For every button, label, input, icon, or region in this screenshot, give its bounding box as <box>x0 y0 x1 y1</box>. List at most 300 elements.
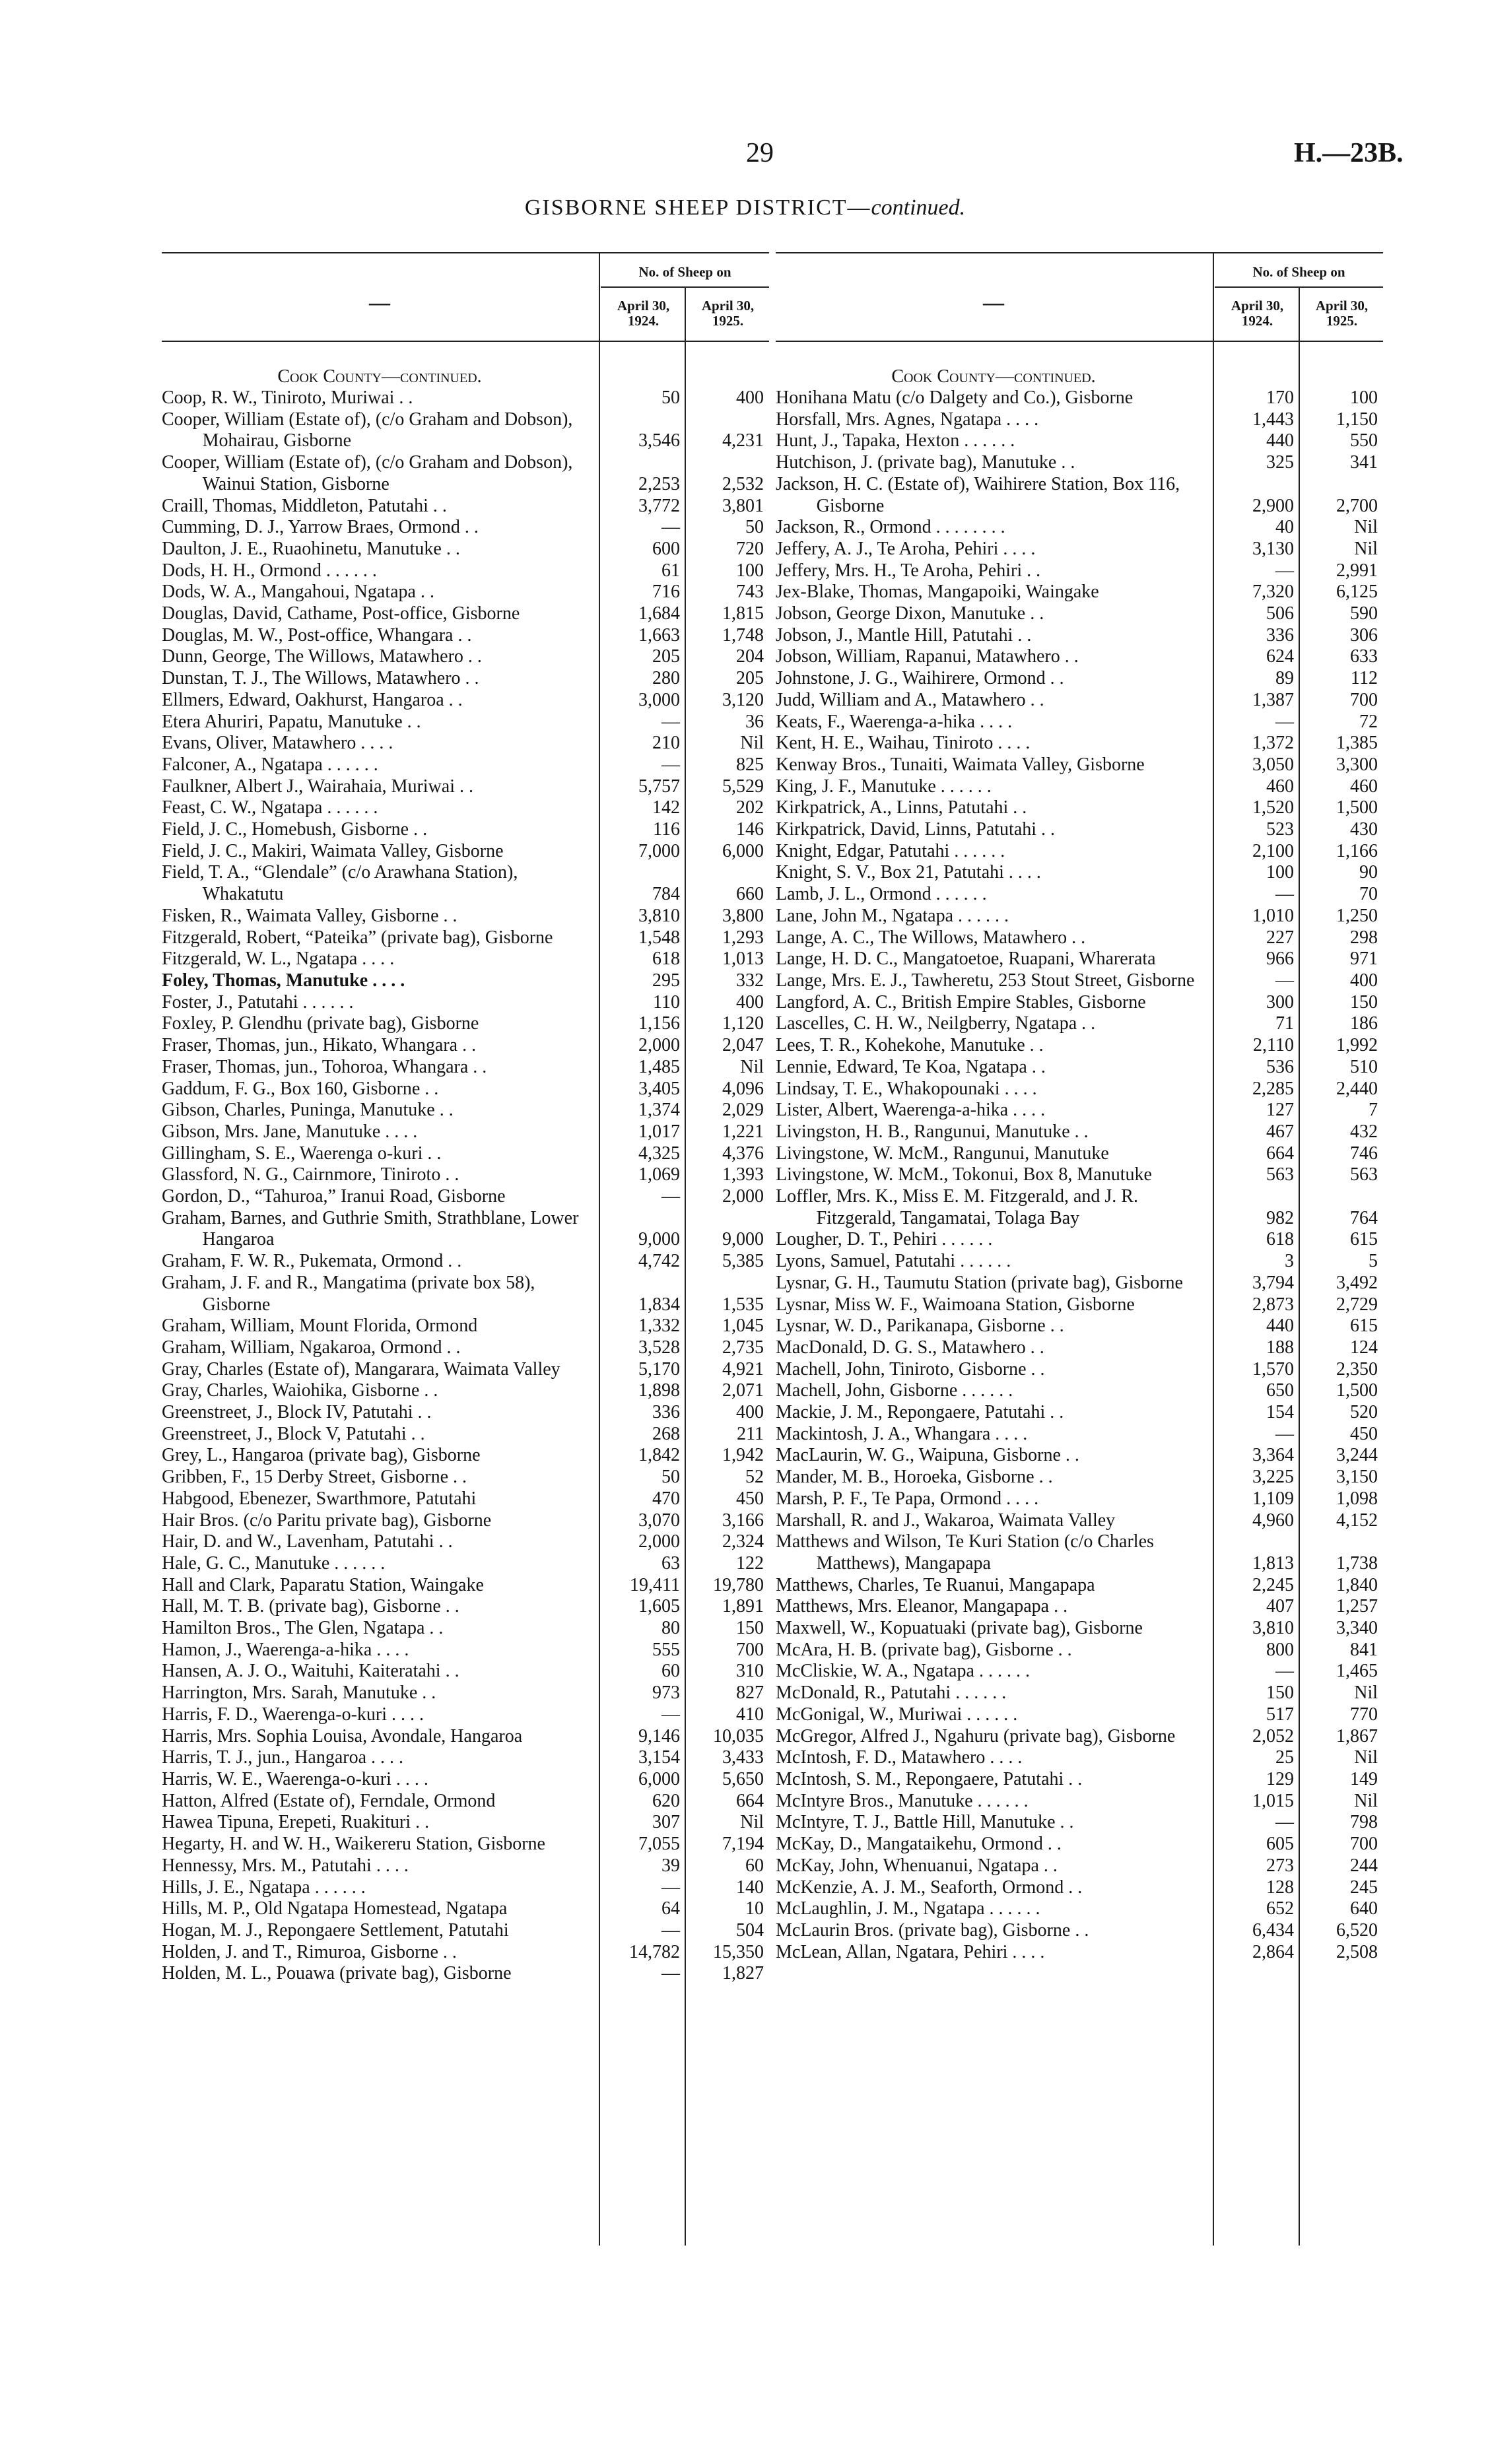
sheep-1924: 973 <box>652 1682 680 1704</box>
holder-name: Knight, Edgar, Patutahi . . . . . . <box>776 840 1005 861</box>
holder-name: Hale, G. C., Manutuke . . . . . . <box>162 1552 386 1574</box>
document-title-continued: continued. <box>871 195 966 220</box>
table-row <box>162 517 769 539</box>
table-row <box>776 646 1383 668</box>
holder-name: Machell, John, Gisborne . . . . . . <box>776 1380 1013 1401</box>
holder-name: McLean, Allan, Ngatara, Pehiri . . . . <box>776 1941 1045 1962</box>
holder-name: McLaughlin, J. M., Ngatapa . . . . . . <box>776 1898 1040 1919</box>
table-row <box>776 1445 1383 1467</box>
sheep-1925: 150 <box>736 1618 764 1639</box>
holder-name: Lysnar, Miss W. F., Waimoana Station, Gisborne <box>776 1294 1135 1315</box>
sheep-1925: 400 <box>736 387 764 408</box>
holder-name: Gibson, Mrs. Jane, Manutuke . . . . <box>162 1121 418 1142</box>
sheep-1924: 4,742 <box>638 1251 680 1272</box>
sheep-1924: 205 <box>652 646 680 667</box>
sheep-1924: 1,332 <box>638 1315 680 1337</box>
sheep-1924: 1,485 <box>638 1056 680 1077</box>
table-top-rule <box>776 252 1383 253</box>
holder-name: Hutchison, J. (private bag), Manutuke . . <box>776 452 1075 473</box>
holder-name: Hunt, J., Tapaka, Hexton . . . . . . <box>776 430 1015 451</box>
header-bottom-rule <box>776 341 1383 342</box>
holder-name: Lyons, Samuel, Patutahi . . . . . . <box>776 1251 1011 1272</box>
holder-name: Hawea Tipuna, Erepeti, Ruakituri . . <box>162 1812 430 1833</box>
holder-name: Etera Ahuriri, Papatu, Manutuke . . <box>162 711 421 732</box>
sheep-1924: 3,364 <box>1252 1445 1294 1466</box>
holder-name: MacLaurin, W. G., Waipuna, Gisborne . . <box>776 1445 1079 1466</box>
table-row <box>162 733 769 754</box>
sheep-1924: 2,285 <box>1252 1078 1294 1099</box>
sheep-1925: 6,000 <box>722 840 764 861</box>
sheep-1924: 460 <box>1266 776 1294 797</box>
sheep-1924: 100 <box>1266 862 1294 883</box>
sheep-1924: — <box>661 1877 680 1898</box>
holder-name: Lougher, D. T., Pehiri . . . . . . <box>776 1229 993 1250</box>
sheep-1925: 1,150 <box>1336 409 1378 430</box>
holder-name: Harris, Mrs. Sophia Louisa, Avondale, Hangaroa <box>162 1725 523 1747</box>
sheep-1924: 440 <box>1266 1315 1294 1337</box>
sheep-1925: 432 <box>1350 1121 1378 1142</box>
sheep-1924: 60 <box>661 1661 680 1682</box>
holder-name: Hatton, Alfred (Estate of), Ferndale, Ormond <box>162 1790 496 1811</box>
sheep-1925: 1,045 <box>722 1315 764 1337</box>
holder-name: Harris, F. D., Waerenga-o-kuri . . . . <box>162 1704 424 1725</box>
sheep-1925: 700 <box>736 1639 764 1660</box>
table-row <box>162 1079 769 1100</box>
sheep-1925: 3,300 <box>1336 754 1378 775</box>
sheep-1925: Nil <box>740 733 764 754</box>
holder-name: Grey, L., Hangaroa (private bag), Gisborne <box>162 1445 481 1466</box>
table-row <box>776 1812 1383 1834</box>
holder-name: Dunstan, T. J., The Willows, Matawhero . . <box>162 668 479 689</box>
table-row <box>776 668 1383 690</box>
sheep-1925: 640 <box>1350 1898 1378 1919</box>
sheep-1924: 61 <box>661 560 680 581</box>
table-row <box>776 797 1383 819</box>
holder-name: Kirkpatrick, A., Linns, Patutahi . . <box>776 797 1027 818</box>
holder-name: McAra, H. B. (private bag), Gisborne . . <box>776 1639 1072 1660</box>
table-row <box>162 1208 769 1251</box>
table-row <box>162 1359 769 1381</box>
table-row <box>162 1769 769 1791</box>
sheep-1925: 1,500 <box>1336 797 1378 818</box>
sheep-1925: 310 <box>736 1661 764 1682</box>
sheep-1924: 9,000 <box>638 1229 680 1250</box>
table-row <box>776 582 1383 603</box>
sheep-1925: 563 <box>1350 1164 1378 1185</box>
sheep-1924: 3,000 <box>638 689 680 710</box>
sheep-1925: 4,231 <box>722 430 764 451</box>
holder-name: Hall, M. T. B. (private bag), Gisborne . . <box>162 1596 459 1617</box>
sheep-1925: 1,221 <box>722 1121 764 1142</box>
sheep-1924: 39 <box>661 1855 680 1876</box>
table-row <box>776 1186 1383 1229</box>
sheep-1924: 800 <box>1266 1639 1294 1660</box>
sheep-1925: 244 <box>1350 1855 1378 1876</box>
sheep-1925: 510 <box>1350 1056 1378 1077</box>
sheep-1924: 716 <box>652 582 680 603</box>
sheep-1924: 6,000 <box>638 1769 680 1789</box>
sheep-1924: — <box>661 1186 680 1207</box>
sheep-1925: 1,840 <box>1336 1574 1378 1595</box>
holder-name: Lysnar, W. D., Parikanapa, Gisborne . . <box>776 1315 1064 1337</box>
table-row <box>162 1640 769 1661</box>
holder-name: Graham, J. F. and R., Mangatima (private box 58), Gisborne <box>162 1272 535 1315</box>
sheep-1925: 1,827 <box>722 1963 764 1984</box>
table-row <box>776 539 1383 560</box>
table-row <box>776 776 1383 798</box>
sheep-1925: 841 <box>1350 1639 1378 1660</box>
table-row <box>776 1791 1383 1813</box>
sheep-1924: 2,110 <box>1253 1035 1294 1056</box>
table-row <box>776 1898 1383 1920</box>
table-row <box>162 1445 769 1467</box>
sheep-1925: 112 <box>1351 668 1378 689</box>
holder-name: Douglas, David, Cathame, Post-office, Gisborne <box>162 603 520 624</box>
table-row <box>162 1121 769 1143</box>
holder-name: Lindsay, T. E., Whakopounaki . . . . <box>776 1078 1037 1099</box>
table-row <box>776 1834 1383 1855</box>
holder-name: Feast, C. W., Ngatapa . . . . . . <box>162 797 378 818</box>
holder-name: Evans, Oliver, Matawhero . . . . <box>162 733 393 754</box>
holder-name: Mackie, J. M., Repongaere, Patutahi . . <box>776 1402 1064 1423</box>
sheep-1925: 5,385 <box>722 1251 764 1272</box>
sheep-1924: 1,069 <box>638 1164 680 1185</box>
table-row <box>776 733 1383 754</box>
holder-name: McDonald, R., Patutahi . . . . . . <box>776 1682 1007 1704</box>
sheep-1925: 1,891 <box>722 1596 764 1617</box>
table-row <box>776 1488 1383 1510</box>
holder-name: Jobson, William, Rapanui, Matawhero . . <box>776 646 1079 667</box>
sheep-1925: 100 <box>1350 387 1378 408</box>
sheep-1924: 128 <box>1266 1877 1294 1898</box>
sheep-1925: 504 <box>736 1919 764 1941</box>
sheep-1925: 10 <box>745 1898 764 1919</box>
table-row <box>162 1273 769 1315</box>
sheep-1925: 2,991 <box>1336 560 1378 581</box>
section-heading: Cook County—continued. <box>277 366 482 387</box>
sheep-1925: 10,035 <box>713 1725 764 1747</box>
holder-name: Daulton, J. E., Ruaohinetu, Manutuke . . <box>162 538 460 559</box>
sheep-1924: 517 <box>1266 1704 1294 1725</box>
table-row <box>162 1726 769 1748</box>
sheep-1924: — <box>661 711 680 732</box>
sheep-1924: 71 <box>1275 1013 1294 1034</box>
sheep-1925: 1,250 <box>1336 905 1378 926</box>
sheep-1925: 430 <box>1350 819 1378 840</box>
table-row <box>776 1013 1383 1035</box>
sheep-1925: Nil <box>740 1812 764 1833</box>
table-row <box>162 712 769 733</box>
header-sheep-group: No. of Sheep on <box>638 264 731 280</box>
header-1925: April 30, 1925. <box>1315 298 1369 329</box>
table-row <box>162 1380 769 1402</box>
table-row <box>776 1057 1383 1079</box>
holder-name: Hamilton Bros., The Glen, Ngatapa . . <box>162 1618 444 1639</box>
holder-name: Fraser, Thomas, jun., Hikato, Whangara . . <box>162 1035 477 1056</box>
sheep-1925: 3,166 <box>722 1510 764 1531</box>
holder-name: McGonigal, W., Muriwai . . . . . . <box>776 1704 1018 1725</box>
table-row <box>162 1942 769 1964</box>
holder-name: Hansen, A. J. O., Waituhi, Kaiteratahi . . <box>162 1661 459 1682</box>
sheep-1924: 2,000 <box>638 1531 680 1552</box>
table-row <box>776 1877 1383 1899</box>
sheep-1924: 9,146 <box>638 1725 680 1747</box>
holder-name: McCliskie, W. A., Ngatapa . . . . . . <box>776 1661 1030 1682</box>
table-row <box>162 603 769 625</box>
holder-name: Hegarty, H. and W. H., Waikereru Station, Gisborne <box>162 1834 545 1855</box>
sheep-1925: 590 <box>1350 603 1378 624</box>
holder-name: Knight, S. V., Box 21, Patutahi . . . . <box>776 862 1041 883</box>
holder-name: Douglas, M. W., Post-office, Whangara . . <box>162 624 472 646</box>
sheep-1925: 1,942 <box>722 1445 764 1466</box>
sheep-1925: 2,440 <box>1336 1078 1378 1099</box>
holder-name: Holden, M. L., Pouawa (private bag), Gisborne <box>162 1963 512 1984</box>
holder-name: Kenway Bros., Tunaiti, Waimata Valley, Gisborne <box>776 754 1145 775</box>
sheep-1925: 4,376 <box>722 1143 764 1164</box>
table-row <box>776 1337 1383 1359</box>
sheep-1924: — <box>1275 884 1294 905</box>
table-row <box>776 1467 1383 1488</box>
holder-name: Honihana Matu (c/o Dalgety and Co.), Gisborne <box>776 387 1134 408</box>
sheep-1924: — <box>1275 711 1294 732</box>
table-row <box>162 690 769 712</box>
table-row <box>162 1488 769 1510</box>
holder-name: Falconer, A., Ngatapa . . . . . . <box>162 754 378 775</box>
table-row <box>162 496 769 517</box>
table-row <box>162 797 769 819</box>
sheep-1924: 129 <box>1266 1769 1294 1789</box>
holder-name: Field, J. C., Homebush, Gisborne . . <box>162 819 428 840</box>
sheep-1924: 3,070 <box>638 1510 680 1531</box>
sheep-1924: 3,810 <box>638 905 680 926</box>
holder-name: Jackson, H. C. (Estate of), Waihirere Station, Box 116, Gisborne <box>776 473 1180 516</box>
table-row <box>162 1747 769 1769</box>
holder-name: Harrington, Mrs. Sarah, Manutuke . . <box>162 1682 436 1704</box>
sheep-1924: 19,411 <box>630 1574 680 1595</box>
sheep-1925: 146 <box>736 819 764 840</box>
sheep-1924: 150 <box>1266 1682 1294 1704</box>
sheep-1925: 3,150 <box>1336 1467 1378 1488</box>
holder-name: MacDonald, D. G. S., Matawhero . . <box>776 1337 1044 1358</box>
holder-name: Dunn, George, The Willows, Matawhero . . <box>162 646 482 667</box>
holder-name: Hall and Clark, Paparatu Station, Waingake <box>162 1574 484 1595</box>
table-row <box>776 949 1383 970</box>
sheep-1924: 470 <box>652 1488 680 1509</box>
table-row <box>162 1898 769 1920</box>
sheep-1925: 5 <box>1369 1251 1378 1272</box>
sheep-1925: 1,500 <box>1336 1380 1378 1401</box>
document-code: H.—23B. <box>1294 138 1404 168</box>
holder-name: Field, J. C., Makiri, Waimata Valley, Gisborne <box>162 840 504 861</box>
sheep-1924: 188 <box>1266 1337 1294 1358</box>
sheep-1925: 660 <box>736 884 764 905</box>
sheep-1924: 280 <box>652 668 680 689</box>
table-row <box>162 1057 769 1079</box>
holder-name: Lange, A. C., The Willows, Matawhero . . <box>776 927 1086 948</box>
table-row <box>162 452 769 495</box>
table-row <box>776 430 1383 452</box>
table-row <box>776 927 1383 949</box>
table-row <box>162 1143 769 1165</box>
holder-name: Judd, William and A., Matawhero . . <box>776 689 1044 710</box>
sheep-1925: 971 <box>1350 949 1378 970</box>
table-row <box>776 1402 1383 1424</box>
holder-name: Matthews, Charles, Te Ruanui, Mangapapa <box>776 1574 1095 1595</box>
sheep-1924: — <box>1275 1423 1294 1444</box>
sheep-1924: 1,605 <box>638 1596 680 1617</box>
sheep-1925: 52 <box>745 1467 764 1488</box>
holder-name: Lennie, Edward, Te Koa, Ngatapa . . <box>776 1056 1046 1077</box>
sheep-1924: 1,684 <box>638 603 680 624</box>
sheep-1924: 3,772 <box>638 495 680 516</box>
table-row <box>162 668 769 690</box>
sheep-1924: 506 <box>1266 603 1294 624</box>
sheep-1924: 1,570 <box>1252 1358 1294 1380</box>
sheep-1924: 7,320 <box>1252 582 1294 603</box>
holder-name: Hogan, M. J., Repongaere Settlement, Patutahi <box>162 1919 509 1941</box>
holder-name: Graham, William, Ngakaroa, Ormond . . <box>162 1337 461 1358</box>
table-row <box>162 819 769 841</box>
table-row <box>162 1682 769 1704</box>
table-row <box>162 927 769 949</box>
table-row <box>776 409 1383 431</box>
table-row <box>776 690 1383 712</box>
sheep-1924: 3,225 <box>1252 1467 1294 1488</box>
table-row <box>776 970 1383 992</box>
table-row <box>776 1229 1383 1251</box>
sheep-1924: 1,548 <box>638 927 680 948</box>
sheep-1924: 966 <box>1266 949 1294 970</box>
table-row <box>776 1596 1383 1618</box>
holder-name: Harris, T. J., jun., Hangaroa . . . . <box>162 1747 403 1768</box>
sheep-1925: 2,700 <box>1336 495 1378 516</box>
holder-name: Lister, Albert, Waerenga-a-hika . . . . <box>776 1100 1046 1121</box>
holder-name: Glassford, N. G., Cairnmore, Tiniroto . . <box>162 1164 459 1185</box>
sheep-1925: 2,029 <box>722 1100 764 1121</box>
sheep-1924: 127 <box>1266 1100 1294 1121</box>
sheep-1924: 3 <box>1285 1251 1294 1272</box>
sheep-1925: 149 <box>1350 1769 1378 1789</box>
table-row <box>162 1618 769 1640</box>
holder-name: McLaurin Bros. (private bag), Gisborne . . <box>776 1919 1089 1941</box>
table-row <box>776 474 1383 517</box>
sheep-1924: 110 <box>653 991 680 1013</box>
table-row <box>776 992 1383 1014</box>
sheep-1925: 7,194 <box>722 1834 764 1855</box>
sheep-1925: 140 <box>736 1877 764 1898</box>
table-row <box>776 603 1383 625</box>
sheep-1924: 1,109 <box>1252 1488 1294 1509</box>
sheep-1925: 72 <box>1359 711 1378 732</box>
table-row <box>162 1704 769 1726</box>
sheep-1924: 1,387 <box>1252 689 1294 710</box>
table-row <box>162 1531 769 1553</box>
table-row <box>162 1791 769 1813</box>
sheep-1924: 295 <box>652 970 680 991</box>
holder-name: Marsh, P. F., Te Papa, Ormond . . . . <box>776 1488 1039 1509</box>
sheep-1925: 1,992 <box>1336 1035 1378 1056</box>
sheep-1925: Nil <box>740 1056 764 1077</box>
sheep-1925: 770 <box>1350 1704 1378 1725</box>
sheep-1924: 3,130 <box>1252 538 1294 559</box>
sheep-1924: — <box>661 1704 680 1725</box>
sheep-1924: 1,834 <box>638 1294 680 1315</box>
holder-name: Cumming, D. J., Yarrow Braes, Ormond . . <box>162 517 479 538</box>
document-title-main: GISBORNE SHEEP DISTRICT— <box>524 195 871 220</box>
sheep-1925: 6,520 <box>1336 1919 1378 1941</box>
holder-name: Holden, J. and T., Rimuroa, Gisborne . . <box>162 1941 457 1962</box>
table-row <box>162 1510 769 1532</box>
holder-name: McKay, John, Whenuanui, Ngatapa . . <box>776 1855 1058 1876</box>
holder-name: Fraser, Thomas, jun., Tohoroa, Whangara . . <box>162 1056 487 1077</box>
holder-name: Graham, Barnes, and Guthrie Smith, Strathblane, Lower Hangaroa <box>162 1207 579 1250</box>
holder-name: McIntosh, S. M., Repongaere, Patutahi . . <box>776 1769 1083 1789</box>
table-row <box>162 970 769 992</box>
sheep-1925: 2,532 <box>722 473 764 494</box>
header-sheep-group: No. of Sheep on <box>1252 264 1345 280</box>
table-row <box>162 1164 769 1186</box>
table-row <box>162 754 769 776</box>
holder-name: Faulkner, Albert J., Wairahaia, Muriwai . . <box>162 776 473 797</box>
sheep-1924: 563 <box>1266 1164 1294 1185</box>
table-top-rule <box>162 252 769 253</box>
sheep-1924: 605 <box>1266 1834 1294 1855</box>
sheep-1924: 336 <box>1266 624 1294 646</box>
table-row <box>776 1726 1383 1748</box>
sheep-1925: 202 <box>736 797 764 818</box>
table-row <box>776 1121 1383 1143</box>
sheep-1924: 3,546 <box>638 430 680 451</box>
sheep-1925: 400 <box>736 1402 764 1423</box>
table-row <box>162 1337 769 1359</box>
holder-name: Gray, Charles, Waiohika, Gisborne . . <box>162 1380 438 1401</box>
holder-name: Hamon, J., Waerenga-a-hika . . . . <box>162 1639 409 1660</box>
sheep-1925: 2,047 <box>722 1035 764 1056</box>
table-row <box>776 819 1383 841</box>
table-row <box>776 1273 1383 1294</box>
sheep-1924: 40 <box>1275 517 1294 538</box>
document-title <box>0 195 1490 220</box>
sheep-1925: 3,801 <box>722 495 764 516</box>
holder-name: Marshall, R. and J., Wakaroa, Waimata Valley <box>776 1510 1116 1531</box>
holder-name: Hennessy, Mrs. M., Patutahi . . . . <box>162 1855 409 1876</box>
holder-name: Kirkpatrick, David, Linns, Patutahi . . <box>776 819 1056 840</box>
holder-name: Fitzgerald, Robert, “Pateika” (private bag), Gisborne <box>162 927 553 948</box>
holder-name: Hills, M. P., Old Ngatapa Homestead, Ngatapa <box>162 1898 508 1919</box>
sheep-1925: 615 <box>1350 1229 1378 1250</box>
holder-name: Jobson, George Dixon, Manutuke . . <box>776 603 1044 624</box>
holder-name: McGregor, Alfred J., Ngahuru (private bag), Gisborne <box>776 1725 1176 1747</box>
sheep-1924: 536 <box>1266 1056 1294 1077</box>
sheep-1925: 19,780 <box>713 1574 764 1595</box>
table-row <box>776 1661 1383 1682</box>
table-row <box>776 1359 1383 1381</box>
holder-name: Jex-Blake, Thomas, Mangapoiki, Waingake <box>776 582 1099 603</box>
sheep-1924: 600 <box>652 538 680 559</box>
holder-name: Hair, D. and W., Lavenham, Patutahi . . <box>162 1531 453 1552</box>
sheep-1925: 1,120 <box>722 1013 764 1034</box>
sheep-1925: 746 <box>1350 1143 1378 1164</box>
sheep-1924: 50 <box>661 387 680 408</box>
holder-name: Harris, W. E., Waerenga-o-kuri . . . . <box>162 1769 428 1789</box>
table-row <box>162 906 769 927</box>
holder-name: Livingston, H. B., Rangunui, Manutuke . . <box>776 1121 1089 1142</box>
holder-name: Field, T. A., “Glendale” (c/o Arawhana Station), Whakatutu <box>162 862 518 905</box>
table-row <box>776 560 1383 582</box>
table-row <box>162 409 769 452</box>
sheep-1924: 467 <box>1266 1121 1294 1142</box>
header-1925: April 30, 1925. <box>701 298 755 329</box>
